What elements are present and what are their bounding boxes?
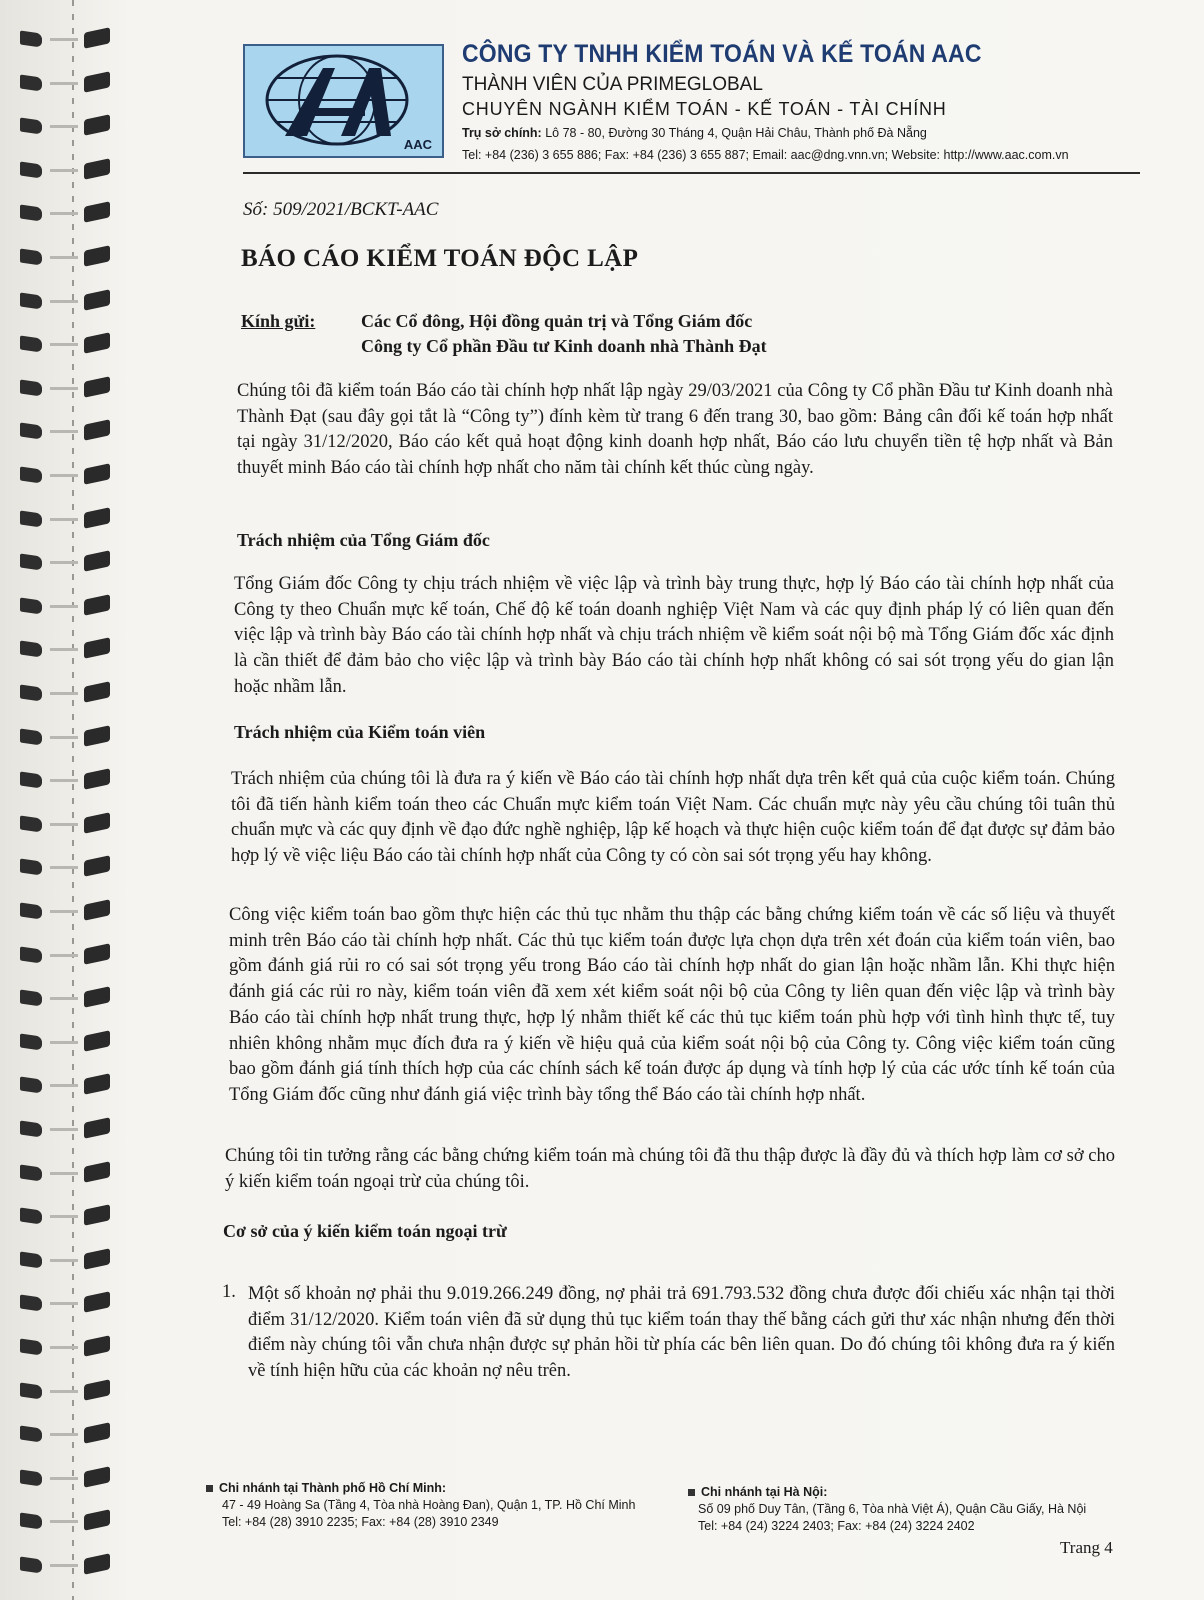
footer-hcm-branch	[206, 1480, 635, 1531]
addressee-line-1: Các Cổ đông, Hội đồng quản trị và Tổng Giám đốc	[361, 311, 753, 331]
binding-ring	[0, 597, 130, 617]
company-contact: Tel: +84 (236) 3 655 886; Fax: +84 (236) 3 655 887; Email: aac@dng.vnn.vn; Website: http://www.aac.com.vn	[462, 148, 1069, 162]
binding-ring	[0, 858, 130, 878]
binding-ring	[0, 684, 130, 704]
binding-ring	[0, 1120, 130, 1140]
binding-ring	[0, 1076, 130, 1096]
binding-ring	[0, 1251, 130, 1271]
binding-ring	[0, 1207, 130, 1227]
hcm-branch-address: 47 - 49 Hoàng Sa (Tầng 4, Tòa nhà Hoàng Đan), Quận 1, TP. Hồ Chí Minh	[222, 1498, 636, 1512]
binding-ring	[0, 204, 130, 224]
binding-ring	[0, 1512, 130, 1532]
binding-ring	[0, 728, 130, 748]
binding-ring	[0, 989, 130, 1009]
management-paragraph: Tổng Giám đốc Công ty chịu trách nhiệm về việc lập và trình bày trung thực, hợp lý Báo cáo tài chính hợp nhất của Công ty theo Chuẩn mực kế toán, Chế độ kế toán doanh nghiệp Việt Nam và các quy định pháp lý có liên quan đến việc lập và trình bày Báo cáo tài chính hợp nhất và chịu trách nhiệm về kiểm soát nội bộ mà Tổng Giám đốc xác định là cần thiết để đảm bảo cho việc lập và trình bày Báo cáo tài chính hợp nhất không có sai sót trọng yếu do gian lận hoặc nhầm lẫn.	[234, 574, 1114, 697]
binding-ring	[0, 292, 130, 312]
company-membership: THÀNH VIÊN CỦA PRIMEGLOBAL	[462, 74, 763, 95]
header-divider	[243, 172, 1140, 174]
binding-ring	[0, 422, 130, 442]
document-number: Số: 509/2021/BCKT-AAC	[243, 199, 439, 220]
auditor-paragraph-2: Công việc kiểm toán bao gồm thực hiện các thủ tục nhằm thu thập các bằng chứng kiểm toán về các số liệu và thuyết minh trên Báo cáo tài chính hợp nhất. Các thủ tục kiểm toán được lựa chọn dựa trên xét đoán của kiểm toán viên, bao gồm đánh giá rủi ro có sai sót trọng yếu trong Báo cáo tài chính hợp nhất do gian lận hoặc nhầm lẫn. Khi thực hiện đánh giá các rủi ro này, kiểm toán viên đã xem xét kiểm soát nội bộ của Công ty liên quan đến việc lập và trình bày Báo cáo tài chính hợp nhất trung thực, hợp lý nhằm thiết kế các thủ tục kiểm toán phù hợp với tình hình thực tế, tuy nhiên không nhằm mục đích đưa ra ý kiến về hiệu quả của kiểm soát nội bộ của Công ty. Công việc kiểm toán cũng bao gồm đánh giá tính thích hợp của các chính sách kế toán được áp dụng và tính hợp lý của các ước tính kế toán của Tổng Giám đốc cũng như đánh giá việc trình bày tổng thể Báo cáo tài chính hợp nhất.	[229, 905, 1115, 1105]
addressee-label: Kính gửi:	[241, 311, 316, 331]
binding-ring	[0, 466, 130, 486]
list-item: Một số khoản nợ phải thu 9.019.266.249 đồng, nợ phải trả 691.793.532 đồng chưa được đối chiếu xác nhận tại thời điểm 31/12/2020. Kiểm toán viên đã sử dụng thủ tục kiểm toán thay thế bằng cách gửi thư xác nhận nhưng đến thời điểm này chúng tôi vẫn chưa nhận được sự phản hồi từ phía các bên liên quan. Do đó chúng tôi không đưa ra ý kiến về tính hiện hữu của các khoản nợ nêu trên.	[248, 1284, 1115, 1382]
footer-hanoi-branch	[688, 1484, 1086, 1535]
binding-ring	[0, 335, 130, 355]
binding-ring	[0, 1425, 130, 1445]
hcm-branch-title: Chi nhánh tại Thành phố Hồ Chí Minh:	[219, 1481, 447, 1495]
binding-ring	[0, 161, 130, 181]
hanoi-branch-title: Chi nhánh tại Hà Nội:	[701, 1485, 828, 1499]
binding-ring	[0, 1469, 130, 1489]
spiral-binding	[0, 0, 130, 1600]
heading-management-responsibility: Trách nhiệm của Tổng Giám đốc	[237, 530, 490, 550]
binding-ring	[0, 771, 130, 791]
binding-ring	[0, 117, 130, 137]
hanoi-branch-address: Số 09 phố Duy Tân, (Tầng 6, Tòa nhà Việt Á), Quận Cầu Giấy, Hà Nội	[698, 1502, 1087, 1516]
company-field: CHUYÊN NGÀNH KIỂM TOÁN - KẾ TOÁN - TÀI CHÍNH	[462, 99, 947, 119]
binding-ring	[0, 1382, 130, 1402]
address-text: Lô 78 - 80, Đường 30 Tháng 4, Quận Hải Châu, Thành phố Đà Nẵng	[541, 126, 927, 140]
binding-ring	[0, 1294, 130, 1314]
bullet-icon	[206, 1485, 213, 1492]
heading-qualified-opinion-basis: Cơ sở của ý kiến kiểm toán ngoại trừ	[223, 1221, 507, 1241]
binding-ring	[0, 1556, 130, 1576]
binding-ring	[0, 1338, 130, 1358]
document-title: BÁO CÁO KIỂM TOÁN ĐỘC LẬP	[241, 245, 639, 272]
bullet-icon	[688, 1489, 695, 1496]
hanoi-branch-contact: Tel: +84 (24) 3224 2403; Fax: +84 (24) 3224 2402	[698, 1519, 975, 1533]
auditor-paragraph-3: Chúng tôi tin tưởng rằng các bằng chứng kiểm toán mà chúng tôi đã thu thập được là đầy đủ và thích hợp làm cơ sở cho ý kiến kiểm toán ngoại trừ của chúng tôi.	[225, 1146, 1115, 1192]
company-logo	[243, 44, 444, 158]
company-name: CÔNG TY TNHH KIỂM TOÁN VÀ KẾ TOÁN AAC	[462, 40, 982, 68]
auditor-paragraph-1: Trách nhiệm của chúng tôi là đưa ra ý kiến về Báo cáo tài chính hợp nhất dựa trên kết quả của cuộc kiểm toán. Chúng tôi đã tiến hành kiểm toán theo các Chuẩn mực kiểm toán Việt Nam. Các chuẩn mực này yêu cầu chúng tôi tuân thủ chuẩn mực và các quy định về đạo đức nghề nghiệp, lập kế hoạch và thực hiện cuộc kiểm toán để đạt được sự đảm bảo hợp lý về việc liệu Báo cáo tài chính hợp nhất của Công ty có còn sai sót trọng yếu hay không.	[231, 769, 1115, 867]
binding-ring	[0, 30, 130, 50]
binding-ring	[0, 248, 130, 268]
hcm-branch-contact: Tel: +84 (28) 3910 2235; Fax: +84 (28) 3910 2349	[222, 1515, 499, 1529]
binding-ring	[0, 1033, 130, 1053]
binding-ring	[0, 553, 130, 573]
addressee-line-2: Công ty Cổ phần Đầu tư Kinh doanh nhà Thành Đạt	[361, 336, 767, 356]
intro-paragraph: Chúng tôi đã kiểm toán Báo cáo tài chính hợp nhất lập ngày 29/03/2021 của Công ty Cổ phần Đầu tư Kinh doanh nhà Thành Đạt (sau đây gọi tắt là “Công ty”) đính kèm từ trang 6 đến trang 30, bao gồm: Bảng cân đối kế toán hợp nhất tại ngày 31/12/2020, Báo cáo kết quả hoạt động kinh doanh hợp nhất, Báo cáo lưu chuyển tiền tệ hợp nhất và Bản thuyết minh Báo cáo tài chính hợp nhất cho năm tài chính kết thúc cùng ngày.	[237, 381, 1113, 479]
binding-ring	[0, 510, 130, 530]
binding-ring	[0, 1164, 130, 1184]
binding-ring	[0, 946, 130, 966]
address-label: Trụ sở chính:	[462, 126, 542, 140]
heading-auditor-responsibility: Trách nhiệm của Kiểm toán viên	[234, 722, 486, 742]
list-item-number: 1.	[222, 1282, 236, 1302]
page-number: Trang 4	[1060, 1538, 1113, 1557]
logo-text: AAC	[403, 137, 432, 152]
binding-ring	[0, 74, 130, 94]
binding-ring	[0, 640, 130, 660]
binding-ring	[0, 815, 130, 835]
company-address	[462, 126, 927, 140]
binding-ring	[0, 902, 130, 922]
binding-ring	[0, 379, 130, 399]
binding-perforation	[72, 0, 74, 1600]
